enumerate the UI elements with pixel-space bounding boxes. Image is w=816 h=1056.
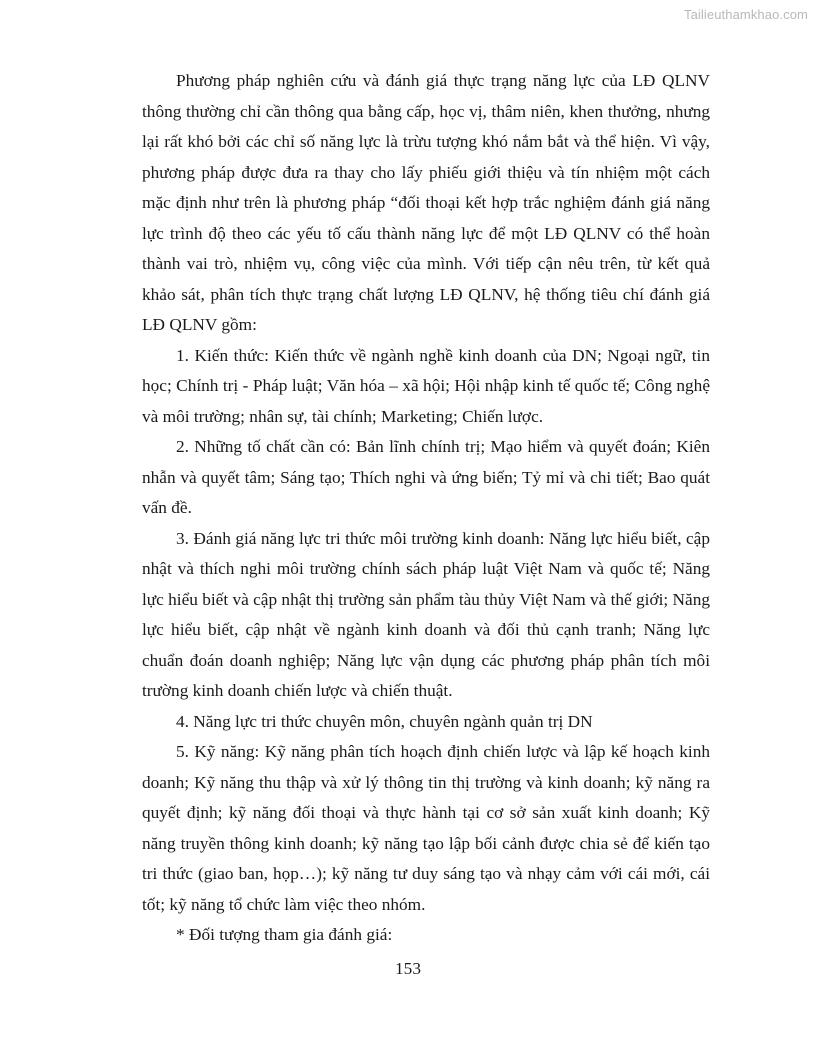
paragraph-qualities: 2. Những tố chất cần có: Bản lĩnh chính trị; Mạo hiểm và quyết đoán; Kiên nhẫn và quyết tâm; Sáng tạo; Thích nghi và ứng biến; Tỷ mỉ và chi tiết; Bao quát vấn đề. [142,437,710,517]
watermark-text: Tailieuthamkhao.com [683,7,808,22]
paragraph-knowledge: 1. Kiến thức: Kiến thức về ngành nghề kinh doanh của DN; Ngoại ngữ, tin học; Chính trị - Pháp luật; Văn hóa – xã hội; Hội nhập kinh tế quốc tế; Công nghệ và môi trường; nhân sự, tài chính; Marketing; Chiến lược. [142,345,710,426]
paragraph-intro: Phương pháp nghiên cứu và đánh giá thực trạng năng lực của LĐ QLNV thông thường chỉ cần thông qua bằng cấp, học vị, thâm niên, khen thưởng, nhưng lại rất khó bởi các chỉ số năng lực là trừu tượng khó nắm bắt và thể hiện. Vì vậy, phương pháp được đưa ra thay cho lấy phiếu giới thiệu và tín nhiệm một cách mặc định như trên là phương pháp “đối thoại kết hợp trắc nghiệm đánh giá năng lực trình độ theo các yếu tố cấu thành năng lực để một LĐ QLNV có thể hoàn thành vai trò, nhiệm vụ, công việc của mình. Với tiếp cận nêu trên, từ kết quả khảo sát, phân tích thực trạng chất lượng LĐ QLNV, hệ thống tiêu chí đánh giá LĐ QLNV gồm: [142,71,710,334]
page-number: 153 [395,959,421,978]
paragraph-business-environment: 3. Đánh giá năng lực tri thức môi trường kinh doanh: Năng lực hiểu biết, cập nhật và thích nghi môi trường chính sách pháp luật Việt Nam và quốc tế; Năng lực hiểu biết và cập nhật thị trường sản phẩm tàu thủy Việt Nam và thế giới; Năng lực hiểu biết, cập nhật về ngành kinh doanh và đối thủ cạnh tranh; Năng lực chuẩn đoán doanh nghiệp; Năng lực vận dụng các phương pháp phân tích môi trường kinh doanh chiến lược và chiến thuật. [142,528,710,700]
paragraph-skills: 5. Kỹ năng: Kỹ năng phân tích hoạch định chiến lược và lập kế hoạch kinh doanh; Kỹ năng thu thập và xử lý thông tin thị trường và kinh doanh; kỹ năng ra quyết định; kỹ năng đối thoại và thực hành tại cơ sở sản xuất kinh doanh; Kỹ năng truyền thông kinh doanh; kỹ năng tạo lập bối cảnh được chia sẻ để kiến tạo tri thức (giao ban, họp…); kỹ năng tư duy sáng tạo và nhạy cảm với cái mới, cái tốt; kỹ năng tổ chức làm việc theo nhóm. [142,742,710,914]
document-body [142,66,710,951]
paragraph-evaluators: * Đối tượng tham gia đánh giá: [176,925,393,944]
paragraph-professional-knowledge: 4. Năng lực tri thức chuyên môn, chuyên ngành quản trị DN [176,711,593,731]
